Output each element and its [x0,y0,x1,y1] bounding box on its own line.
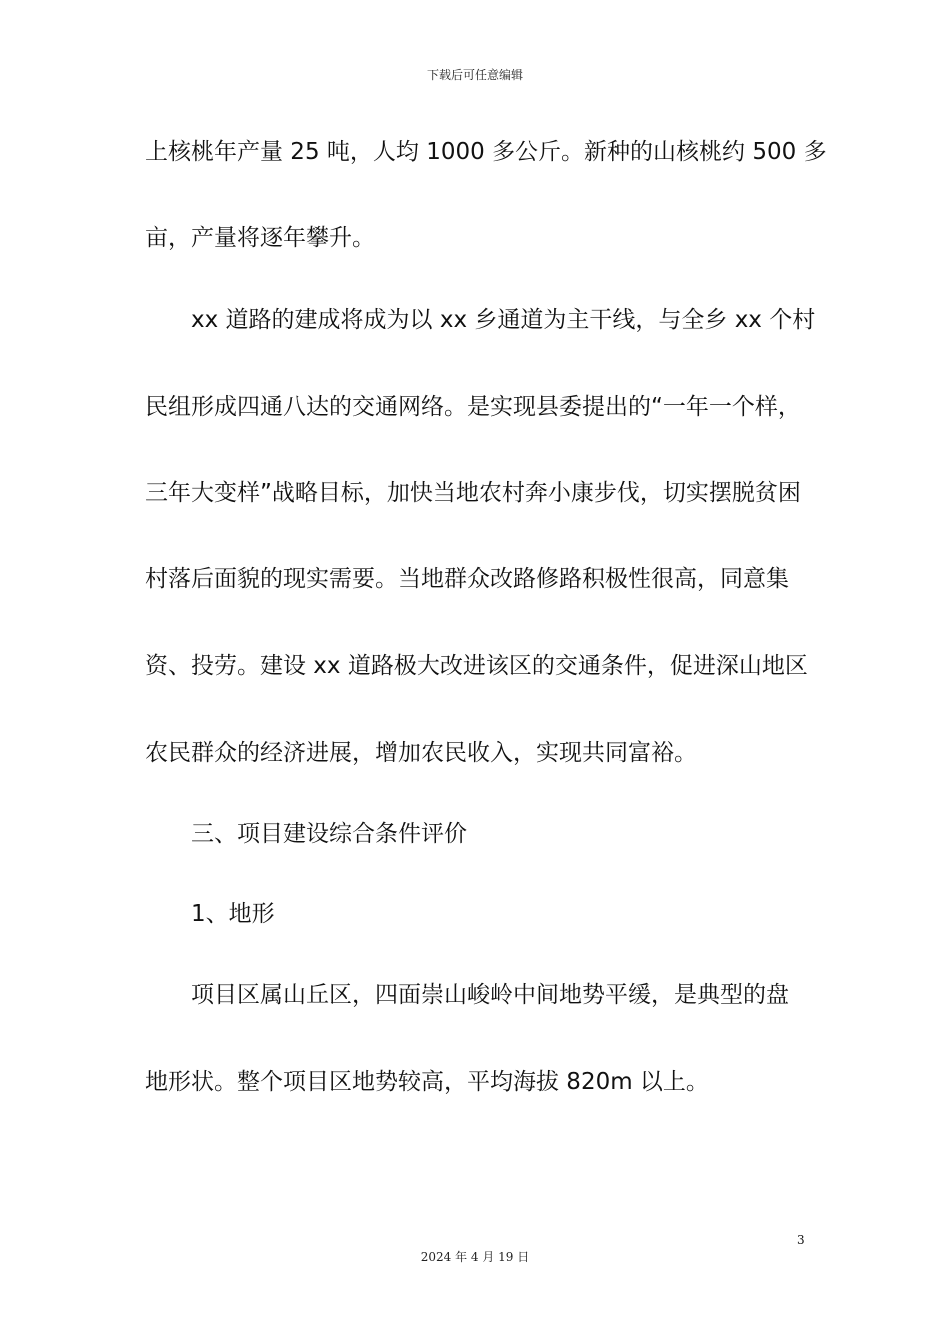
page-header: 下载后可任意编辑 [426,68,523,82]
paragraph-line-8: 农民群众的经济进展，增加农民收入，实现共同富裕。 [145,740,697,766]
subsection-heading: 1、地形 [191,901,275,927]
paragraph-line-1: 上核桃年产量 25 吨，人均 1000 多公斤。新种的山核桃约 500 多 [145,139,827,165]
paragraph-line-2: 亩，产量将逐年攀升。 [145,225,375,251]
paragraph-line-6: 村落后面貌的现实需要。当地群众改路修路积极性很高，同意集 [145,566,789,592]
page-footer-date: 2024 年 4 月 19 日 [420,1250,530,1264]
paragraph-line-3: xx 道路的建成将成为以 xx 乡通道为主干线，与全乡 xx 个村 [191,307,816,333]
page-number: 3 [797,1233,805,1247]
section-heading: 三、项目建设综合条件评价 [191,821,467,847]
paragraph-line-5: 三年大变样”战略目标，加快当地农村奔小康步伐，切实摆脱贫困 [145,480,801,506]
paragraph-line-7: 资、投劳。建设 xx 道路极大改进该区的交通条件，促进深山地区 [145,653,808,679]
paragraph-line-12: 地形状。整个项目区地势较高，平均海拔 820m 以上。 [145,1069,709,1095]
paragraph-line-11: 项目区属山丘区，四面崇山峻岭中间地势平缓，是典型的盘 [191,982,789,1008]
paragraph-line-4: 民组形成四通八达的交通网络。是实现县委提出的“一年一个样， [145,394,801,420]
